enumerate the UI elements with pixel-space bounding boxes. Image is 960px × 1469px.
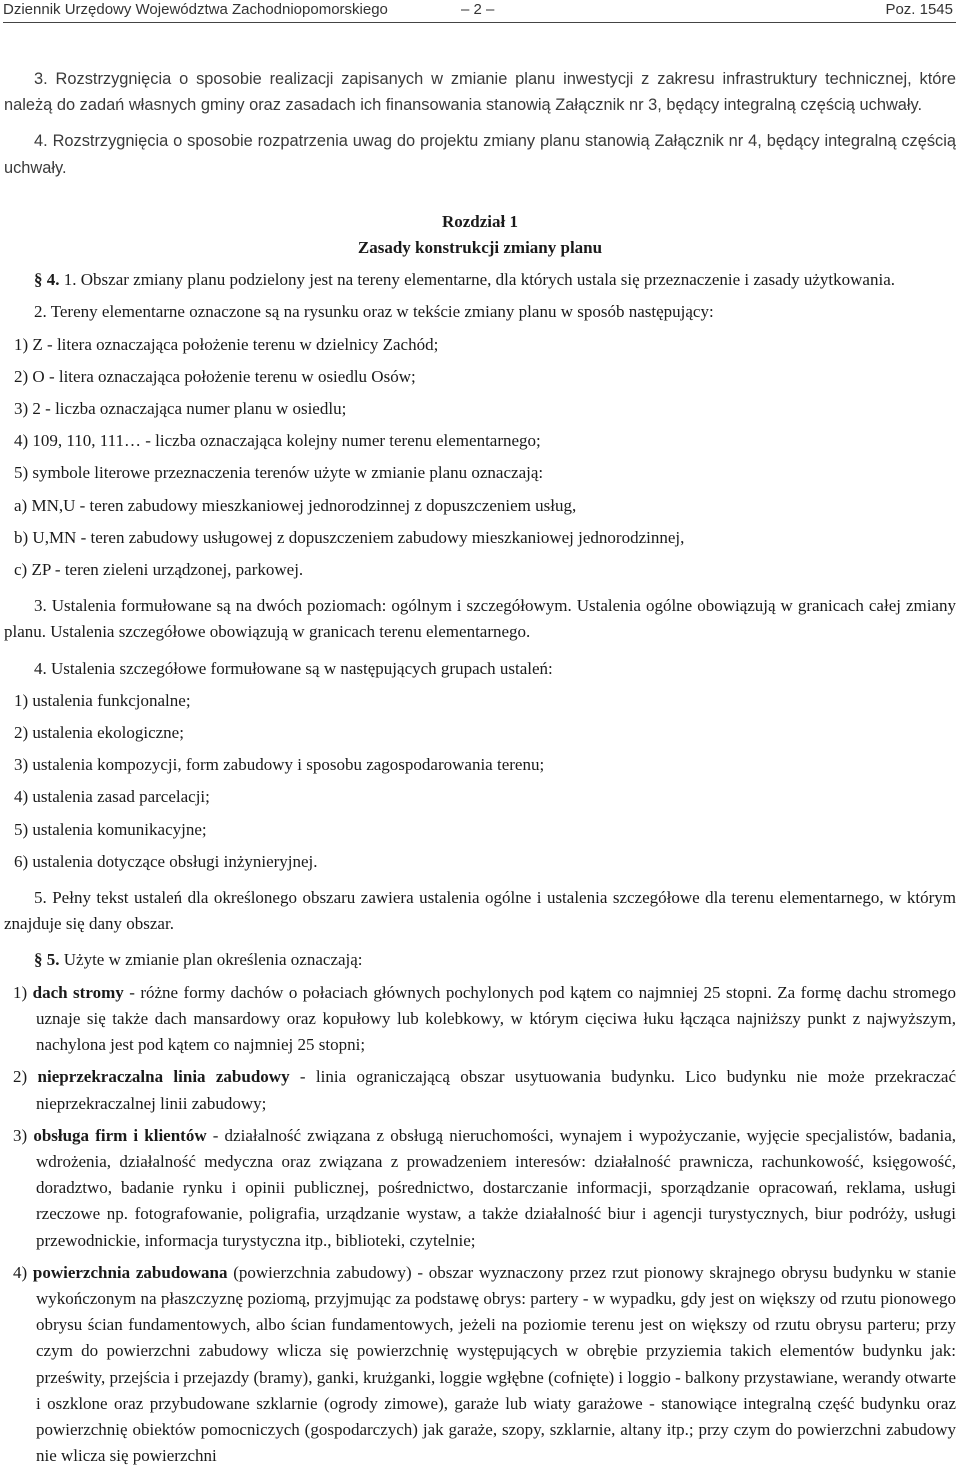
section-4-paragraph-1: § 4. 1. Obszar zmiany planu podzielony jest na tereny elementarne, dla których ustala się przeznaczenie i zasady użytkowania. (34, 270, 895, 290)
definition-term: nieprzekraczalna linia zabudowy (37, 1067, 290, 1087)
page-header (3, 0, 953, 20)
list-item: 5) symbole literowe przeznaczenia terenów użyte w zmianie planu oznaczają: (14, 463, 544, 483)
position-number: Poz. 1545 (885, 1, 953, 18)
list-item: 1) ustalenia funkcjonalne; (14, 690, 191, 710)
list-item: 4) 109, 110, 111… - liczba oznaczająca kolejny numer terenu elementarnego; (14, 431, 541, 451)
definition-item: 4) powierzchnia zabudowana (powierzchnia zabudowy) - obszar wyznaczony przez rzut pionowy skrajnego obrysu budynku w stanie wykończonym na płaszczyznę poziomą, przyjmując za podstawę obrys: parterу - w wypadku, gdy jest on większy od rzutu pionowego obrysu ścian fundamentowych, albo ścian fundamentowych, jeżeli na poziomie terenu jest on większy od rzutu obrysu parteru; przy czym do powierzchni zabudowy wlicza się powierzchnię występujących w obrębie przyziemia takich elementów budynku jak: prześwity, przejścia i przejazdy (bramy), ganki, krużganki, loggie wgłębne (cofnięte) i loggio - balkony przystawiane, werandy otwarte i oszklone oraz przybudowane szklarnie (ogrody zimowe), garaże lub wiaty garażowe - stanowiące integralną część budynku oraz powierzchnię obiektów pomocniczych (gospodarczych) jak garaże, szopy, szklarnie, altany itp.; przy czym do powierzchni zabudowy nie wlicza się powierzchni (13, 1262, 957, 1466)
definition-item: 1) dach stromy - różne formy dachów o połaciach głównych pochylonych pod kątem co najmniej 25 stopni. Za formę dachu stromego uznaje się także dach mansardowy oraz kopułowy lub kolebkowy, w którym cięciwa łuku łącząca najniższy punkt z najwyższym, nachylona jest pod kątem co najmniej 25 stopni; (13, 982, 957, 1055)
definition-item: 2) nieprzekraczalna linia zabudowy - linia ograniczającą obszar usytuowania budynku. Lico budynku nie może przekraczać nieprzekraczalnej linii zabudowy; (13, 1067, 956, 1113)
definition-item: 3) obsługa firm i klientów - działalność związana z obsługą nieruchomości, wynajem i wypożyczanie, wyjęcie specjalistów, badania, wdrożenia, działalność medyczna oraz związana z prowadzeniem interesów: działalność prawnicza, rachunkowość, księgowość, doradztwo, badanie rynku i opinii publicznej, pośrednictwo, dostarczanie informacji, sporządzanie opracowań, reklama, usługi rzeczowe np. fotografowanie, poligrafia, urządzanie wystaw, a także działalność biur i agencji turystycznych, biur podróży, usługi przewodnickie, informacja turystyczna itp., biblioteki, czytelnie; (13, 1125, 957, 1250)
paragraph-3: 3. Rozstrzygnięcia o sposobie realizacji zapisanych w zmianie planu inwestycji z zakresu infrastruktury technicznej, które należą do zadań własnych gminy oraz zasadach ich finansowania stanowią Załącznik nr 3, będący integralną częścią uchwały. (4, 70, 956, 115)
sub-list-item: c) ZP - teren zieleni urządzonej, parkowej. (14, 560, 304, 580)
section-5-label: § 5. (34, 950, 60, 970)
list-item: 3) 2 - liczba oznaczająca numer planu w osiedlu; (14, 399, 347, 419)
list-item: 3) ustalenia kompozycji, form zabudowy i sposobu zagospodarowania terenu; (14, 755, 545, 775)
list-item: 5) ustalenia komunikacyjne; (14, 819, 207, 839)
section-4-paragraph-2: 2. Tereny elementarne oznaczone są na rysunku oraz w tekście zmiany planu w sposób następujący: (34, 302, 714, 322)
list-item: 1) Z - litera oznaczająca położenie terenu w dzielnicy Zachód; (14, 334, 439, 354)
document-body (4, 66, 956, 1469)
definition-term: obsługa firm i klientów (33, 1125, 207, 1145)
header-divider (3, 22, 956, 23)
section-5-intro: § 5. Użyte w zmianie plan określenia oznaczają: (34, 950, 363, 970)
list-item: 2) ustalenia ekologiczne; (14, 723, 184, 743)
chapter-number: Rozdział 1 (441, 211, 519, 231)
sub-list-item: a) MN,U - teren zabudowy mieszkaniowej jednorodzinnej z dopuszczeniem usług, (14, 495, 577, 515)
section-4-paragraph-5: 5. Pełny tekst ustaleń dla określonego obszaru zawiera ustalenia ogólne i ustalenia szczegółowe dla terenu elementarnego, w którym znajduje się dany obszar. (4, 888, 956, 934)
paragraph-4: 4. Rozstrzygnięcia o sposobie rozpatrzenia uwag do projektu zmiany planu stanowią Załącznik nr 4, będący integralną częścią uchwały. (4, 132, 956, 177)
sub-list-item: b) U,MN - teren zabudowy usługowej z dopuszczeniem zabudowy mieszkaniowej jednorodzinnej, (14, 527, 685, 547)
section-4-label: § 4. (34, 270, 60, 290)
definition-term: powierzchnia zabudowana (32, 1262, 228, 1282)
section-4-paragraph-4: 4. Ustalenia szczegółowe formułowane są w następujących grupach ustaleń: (34, 658, 553, 678)
definition-term: dach stromy (32, 982, 124, 1002)
page-number: – 2 – (461, 1, 495, 18)
chapter-title: Zasady konstrukcji zmiany planu (357, 238, 603, 258)
list-item: 2) O - litera oznaczająca położenie terenu w osiedlu Osów; (14, 366, 416, 386)
section-4-paragraph-3: 3. Ustalenia formułowane są na dwóch poziomach: ogólnym i szczegółowym. Ustalenia ogólne obowiązują w granicach całej zmiany planu. Ustalenia szczegółowe obowiązują w granicach terenu elementarnego. (4, 596, 956, 642)
list-item: 6) ustalenia dotyczące obsługi inżynieryjnej. (14, 851, 318, 871)
journal-title: Dziennik Urzędowy Województwa Zachodniopomorskiego (3, 1, 388, 18)
list-item: 4) ustalenia zasad parcelacji; (14, 787, 210, 807)
